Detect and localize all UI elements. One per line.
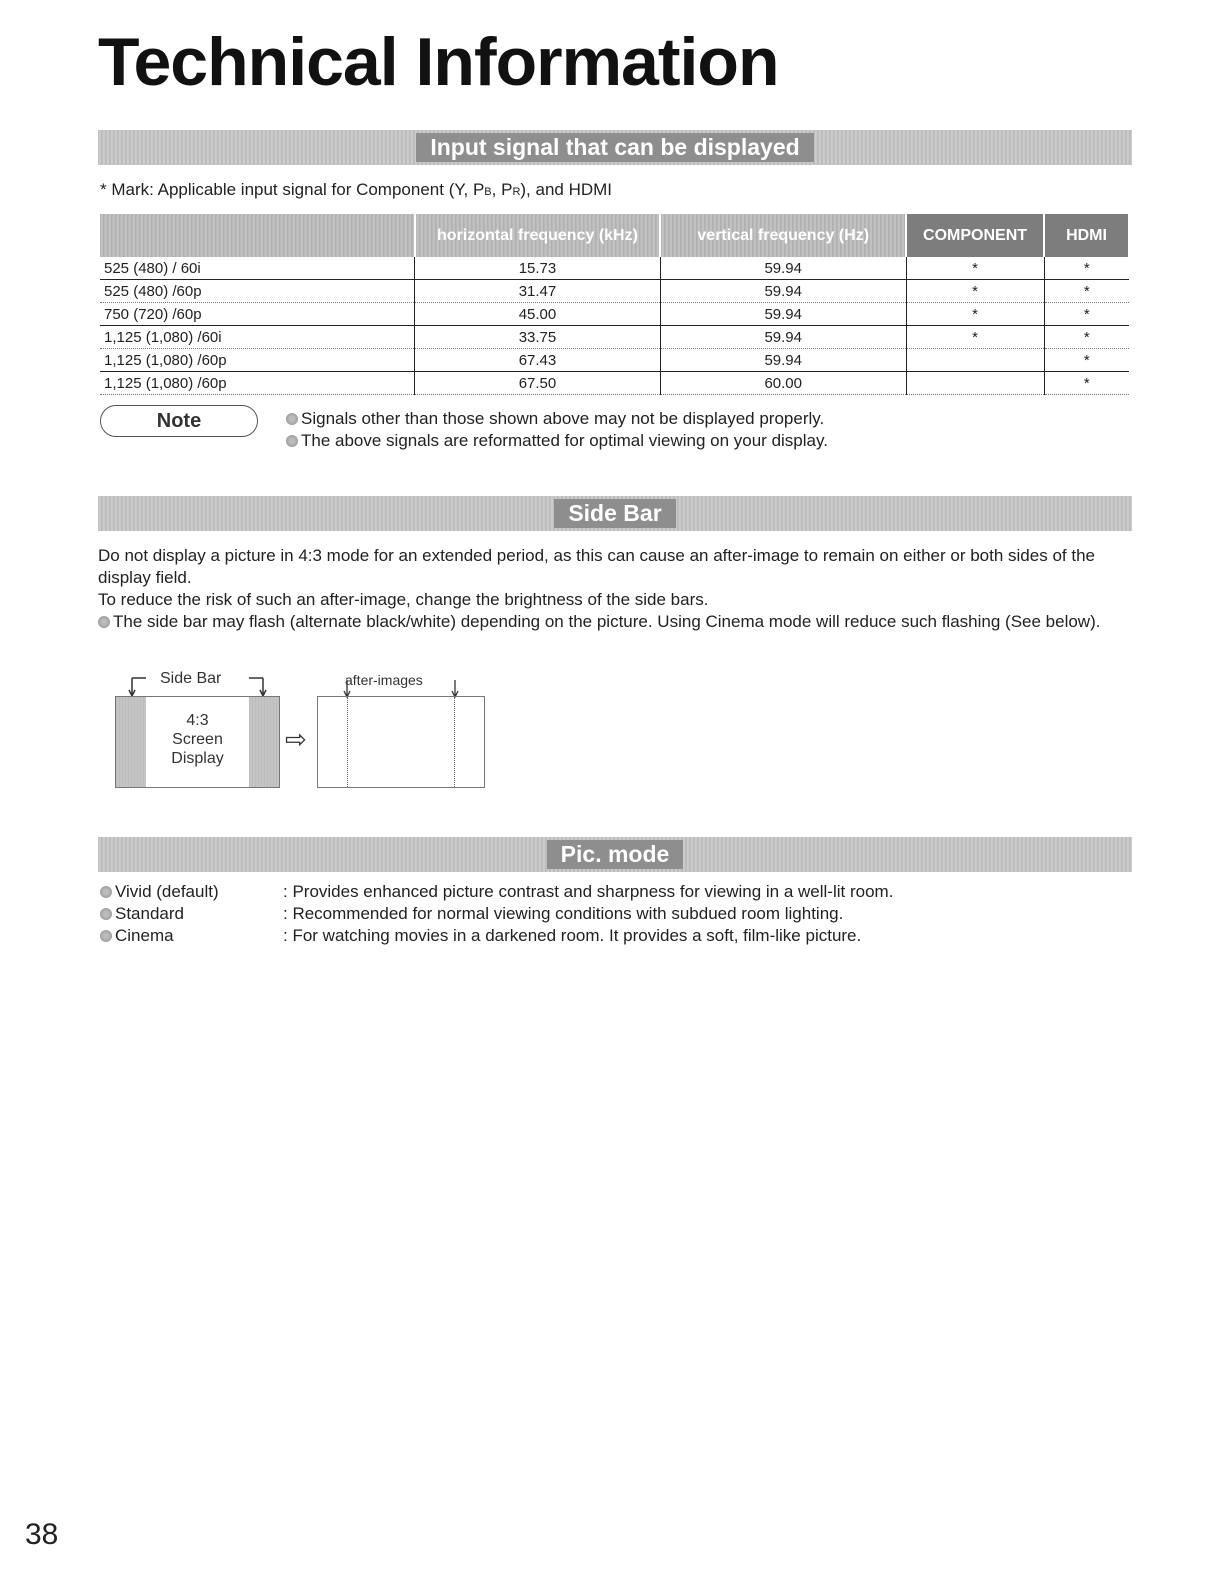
- cell-signal: 525 (480) / 60i: [100, 257, 415, 280]
- note-item: [286, 408, 828, 430]
- cell-horizontal: 45.00: [415, 303, 661, 326]
- pic-mode-name-text: Cinema: [115, 926, 174, 945]
- cell-component: *: [906, 326, 1044, 349]
- cell-hdmi: *: [1044, 349, 1129, 372]
- right-side-bar: [249, 697, 279, 787]
- cell-vertical: 59.94: [660, 280, 906, 303]
- cell-horizontal: 15.73: [415, 257, 661, 280]
- cell-vertical: 60.00: [660, 372, 906, 395]
- header-vertical: vertical frequency (Hz): [660, 214, 906, 257]
- screen-label-line: Screen: [172, 731, 223, 748]
- header-component: COMPONENT: [906, 214, 1044, 257]
- side-bar-bullet: [98, 611, 1128, 633]
- pic-mode-row: [100, 903, 843, 925]
- page-number: 38: [25, 1518, 59, 1551]
- cell-horizontal: 33.75: [415, 326, 661, 349]
- cell-horizontal: 67.43: [415, 349, 661, 372]
- cell-signal: 1,125 (1,080) /60p: [100, 372, 415, 395]
- page-title: Technical Information: [98, 24, 779, 100]
- mark-mid-text: , P: [491, 180, 513, 199]
- after-image-line-right: [454, 697, 455, 787]
- mark-sub-b: B: [484, 186, 492, 198]
- note-text: The above signals are reformatted for optimal viewing on your display.: [301, 431, 828, 450]
- table-row: [100, 280, 1129, 303]
- header-signal: [100, 214, 415, 257]
- bullet-icon: [286, 435, 298, 447]
- cell-signal: 1,125 (1,080) /60i: [100, 326, 415, 349]
- after-images-label: after-images: [345, 672, 423, 688]
- screen-label: [146, 711, 249, 768]
- cell-component: [906, 349, 1044, 372]
- left-side-bar: [116, 697, 146, 787]
- section-heading: Side Bar: [554, 499, 675, 528]
- cell-hdmi: *: [1044, 257, 1129, 280]
- cell-signal: 525 (480) /60p: [100, 280, 415, 303]
- screen-43-box: [115, 696, 280, 788]
- mark-sub-r: R: [512, 186, 521, 198]
- bullet-icon: [100, 930, 112, 942]
- cell-hdmi: *: [1044, 303, 1129, 326]
- note-text: Signals other than those shown above may not be displayed properly.: [301, 409, 825, 428]
- cell-component: *: [906, 280, 1044, 303]
- arrow-right-icon: ⇨: [285, 724, 307, 754]
- cell-hdmi: *: [1044, 372, 1129, 395]
- after-image-line-left: [347, 697, 348, 787]
- bullet-icon: [98, 616, 110, 628]
- note-item: [286, 430, 828, 452]
- side-bar-bullet-text: The side bar may flash (alternate black/white) depending on the picture. Using Cinema mode will reduce such flashing (See below).: [113, 612, 1101, 631]
- mark-note: [100, 179, 612, 203]
- pic-mode-desc: : Recommended for normal viewing conditions with subdued room lighting.: [283, 904, 844, 923]
- pic-mode-name-text: Vivid (default): [115, 882, 219, 901]
- mark-end-text: ), and HDMI: [520, 180, 613, 199]
- section-heading: Pic. mode: [547, 840, 684, 869]
- table-row: [100, 326, 1129, 349]
- table-header-row: [100, 214, 1129, 257]
- bullet-icon: [100, 908, 112, 920]
- cell-hdmi: *: [1044, 280, 1129, 303]
- cell-component: [906, 372, 1044, 395]
- cell-vertical: 59.94: [660, 349, 906, 372]
- cell-signal: 750 (720) /60p: [100, 303, 415, 326]
- screen-label-line: 4:3: [186, 712, 209, 729]
- side-bar-paragraph: To reduce the risk of such an after-image, change the brightness of the side bars.: [98, 590, 709, 609]
- cell-component: *: [906, 257, 1044, 280]
- pic-mode-name: [100, 903, 283, 925]
- note-label: Note: [100, 405, 258, 437]
- pic-mode-desc: : For watching movies in a darkened room. It provides a soft, film-like picture.: [283, 926, 862, 945]
- cell-vertical: 59.94: [660, 303, 906, 326]
- pic-mode-name: [100, 925, 283, 947]
- mark-note-text: * Mark: Applicable input signal for Component (Y, P: [100, 180, 485, 199]
- screen-label-line: Display: [171, 750, 224, 767]
- note-list: [286, 408, 828, 452]
- cell-vertical: 59.94: [660, 257, 906, 280]
- cell-component: *: [906, 303, 1044, 326]
- input-signal-table: [100, 214, 1130, 395]
- side-bar-label: Side Bar: [160, 670, 222, 687]
- section-header-input-signal: [98, 130, 1132, 165]
- pic-mode-name: [100, 881, 283, 903]
- cell-hdmi: *: [1044, 326, 1129, 349]
- side-bar-paragraph: Do not display a picture in 4:3 mode for an extended period, as this can cause an after-image to remain on either or both sides of the display field.: [98, 546, 1095, 587]
- cell-horizontal: 31.47: [415, 280, 661, 303]
- cell-signal: 1,125 (1,080) /60p: [100, 349, 415, 372]
- table-row: [100, 303, 1129, 326]
- header-hdmi: HDMI: [1044, 214, 1129, 257]
- section-heading: Input signal that can be displayed: [416, 133, 813, 162]
- cell-horizontal: 67.50: [415, 372, 661, 395]
- after-images-box: [317, 696, 485, 788]
- pic-mode-name-text: Standard: [115, 904, 184, 923]
- section-header-pic-mode: [98, 837, 1132, 872]
- table-row: [100, 257, 1129, 280]
- table-row: [100, 372, 1129, 395]
- cell-vertical: 59.94: [660, 326, 906, 349]
- pic-mode-row: [100, 925, 861, 947]
- bullet-icon: [100, 886, 112, 898]
- pic-mode-desc: : Provides enhanced picture contrast and sharpness for viewing in a well-lit room.: [283, 882, 894, 901]
- pic-mode-row: [100, 881, 893, 903]
- bullet-icon: [286, 413, 298, 425]
- table-row: [100, 349, 1129, 372]
- side-bar-text: [98, 545, 1128, 633]
- section-header-side-bar: [98, 496, 1132, 531]
- header-horizontal: horizontal frequency (kHz): [415, 214, 661, 257]
